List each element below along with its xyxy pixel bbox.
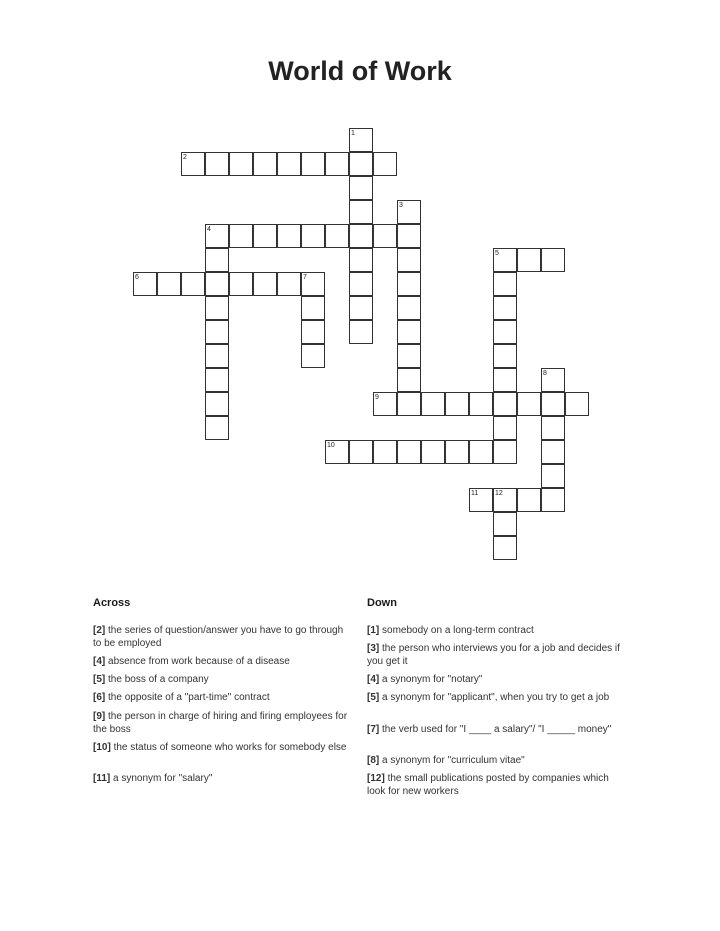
grid-cell[interactable] <box>373 440 397 464</box>
grid-cell[interactable] <box>157 272 181 296</box>
grid-cell[interactable] <box>205 248 229 272</box>
grid-cell[interactable] <box>517 392 541 416</box>
page-title: World of Work <box>268 56 452 86</box>
clue-down-1: [1] somebody on a long-term contract <box>367 625 534 636</box>
grid-cell[interactable] <box>349 248 373 272</box>
grid-cell[interactable] <box>229 152 253 176</box>
cell-number-12: 12 <box>495 490 503 497</box>
cell-number-8: 8 <box>543 370 547 377</box>
grid-cell[interactable] <box>181 272 205 296</box>
grid-cell[interactable] <box>205 296 229 320</box>
cell-number-2: 2 <box>183 154 187 161</box>
clue-down-12: [12] the small publications posted by companies which look for new workers <box>367 773 609 797</box>
cell-number-5: 5 <box>495 250 499 257</box>
grid-cell[interactable] <box>541 416 565 440</box>
grid-cell[interactable] <box>301 344 325 368</box>
grid-cell[interactable] <box>397 248 421 272</box>
grid-cell[interactable] <box>277 224 301 248</box>
cell-number-9: 9 <box>375 394 379 401</box>
grid-cell[interactable] <box>517 248 541 272</box>
grid-cell[interactable] <box>349 176 373 200</box>
grid-cell[interactable] <box>517 488 541 512</box>
grid-cell[interactable] <box>445 392 469 416</box>
grid-cell[interactable] <box>301 320 325 344</box>
grid-cell[interactable] <box>541 464 565 488</box>
grid-cell[interactable] <box>349 296 373 320</box>
grid-cell[interactable] <box>493 272 517 296</box>
grid-cell[interactable] <box>541 488 565 512</box>
grid-cell[interactable] <box>541 248 565 272</box>
clue-across-6: [6] the opposite of a "part-time" contract <box>93 692 270 703</box>
clue-across-4: [4] absence from work because of a disease <box>93 656 290 667</box>
grid-cell[interactable] <box>493 392 517 416</box>
grid-cell[interactable] <box>205 368 229 392</box>
grid-cell[interactable] <box>445 440 469 464</box>
grid-cell[interactable] <box>493 512 517 536</box>
cell-number-10: 10 <box>327 442 335 449</box>
grid-cell[interactable] <box>205 272 229 296</box>
grid-cell[interactable] <box>253 272 277 296</box>
grid-cell[interactable] <box>421 392 445 416</box>
grid-cell[interactable] <box>397 320 421 344</box>
grid-cell[interactable] <box>493 296 517 320</box>
grid-cell[interactable] <box>349 200 373 224</box>
clue-down-8: [8] a synonym for "curriculum vitae" <box>367 755 525 766</box>
clue-across-9: [9] the person in charge of hiring and firing employees for the boss <box>93 711 348 735</box>
grid-cell[interactable] <box>397 296 421 320</box>
grid-cell[interactable] <box>325 224 349 248</box>
cell-number-4: 4 <box>207 226 211 233</box>
grid-cell[interactable] <box>205 392 229 416</box>
grid-cell[interactable] <box>469 392 493 416</box>
grid-cell[interactable] <box>541 392 565 416</box>
grid-cell[interactable] <box>205 344 229 368</box>
down-heading: Down <box>367 597 397 609</box>
grid-cell[interactable] <box>469 440 493 464</box>
grid-cell[interactable] <box>565 392 589 416</box>
grid-cell[interactable] <box>397 344 421 368</box>
grid-cell[interactable] <box>277 272 301 296</box>
cell-number-1: 1 <box>351 130 355 137</box>
clue-across-10: [10] the status of someone who works for somebody else <box>93 742 347 753</box>
grid-cell[interactable] <box>301 296 325 320</box>
clue-down-4: [4] a synonym for "notary" <box>367 674 483 685</box>
clue-across-5: [5] the boss of a company <box>93 674 209 685</box>
grid-cell[interactable] <box>373 152 397 176</box>
grid-cell[interactable] <box>229 272 253 296</box>
clue-across-2: [2] the series of question/answer you have to go through to be employed <box>93 625 344 649</box>
grid-cell[interactable] <box>493 368 517 392</box>
grid-cell[interactable] <box>397 368 421 392</box>
clue-down-7: [7] the verb used for "I ____ a salary"/ "I _____ money" <box>367 724 612 735</box>
grid-cell[interactable] <box>493 440 517 464</box>
grid-cell[interactable] <box>253 152 277 176</box>
cell-number-6: 6 <box>135 274 139 281</box>
clue-down-3: [3] the person who interviews you for a job and decides if you get it <box>367 643 620 667</box>
grid-cell[interactable] <box>397 440 421 464</box>
grid-cell[interactable] <box>229 224 253 248</box>
grid-cell[interactable] <box>349 320 373 344</box>
grid-cell[interactable] <box>301 224 325 248</box>
grid-cell[interactable] <box>373 224 397 248</box>
grid-cell[interactable] <box>541 440 565 464</box>
grid-cell[interactable] <box>325 152 349 176</box>
grid-cell[interactable] <box>253 224 277 248</box>
clue-across-11: [11] a synonym for "salary" <box>93 773 213 784</box>
grid-cell[interactable] <box>349 152 373 176</box>
grid-cell[interactable] <box>397 392 421 416</box>
grid-cell[interactable] <box>205 152 229 176</box>
grid-cell[interactable] <box>349 272 373 296</box>
grid-cell[interactable] <box>301 152 325 176</box>
grid-cell[interactable] <box>397 224 421 248</box>
grid-cell[interactable] <box>277 152 301 176</box>
grid-cell[interactable] <box>397 272 421 296</box>
grid-cell[interactable] <box>493 320 517 344</box>
grid-cell[interactable] <box>349 224 373 248</box>
grid-cell[interactable] <box>349 440 373 464</box>
clue-down-5: [5] a synonym for "applicant", when you try to get a job <box>367 692 610 703</box>
grid-cell[interactable] <box>493 344 517 368</box>
grid-cell[interactable] <box>493 536 517 560</box>
grid-cell[interactable] <box>205 320 229 344</box>
cell-number-3: 3 <box>399 202 403 209</box>
grid-cell[interactable] <box>205 416 229 440</box>
grid-cell[interactable] <box>493 416 517 440</box>
grid-cell[interactable] <box>421 440 445 464</box>
cell-number-7: 7 <box>303 274 307 281</box>
across-heading: Across <box>93 597 131 609</box>
cell-number-11: 11 <box>471 490 479 497</box>
